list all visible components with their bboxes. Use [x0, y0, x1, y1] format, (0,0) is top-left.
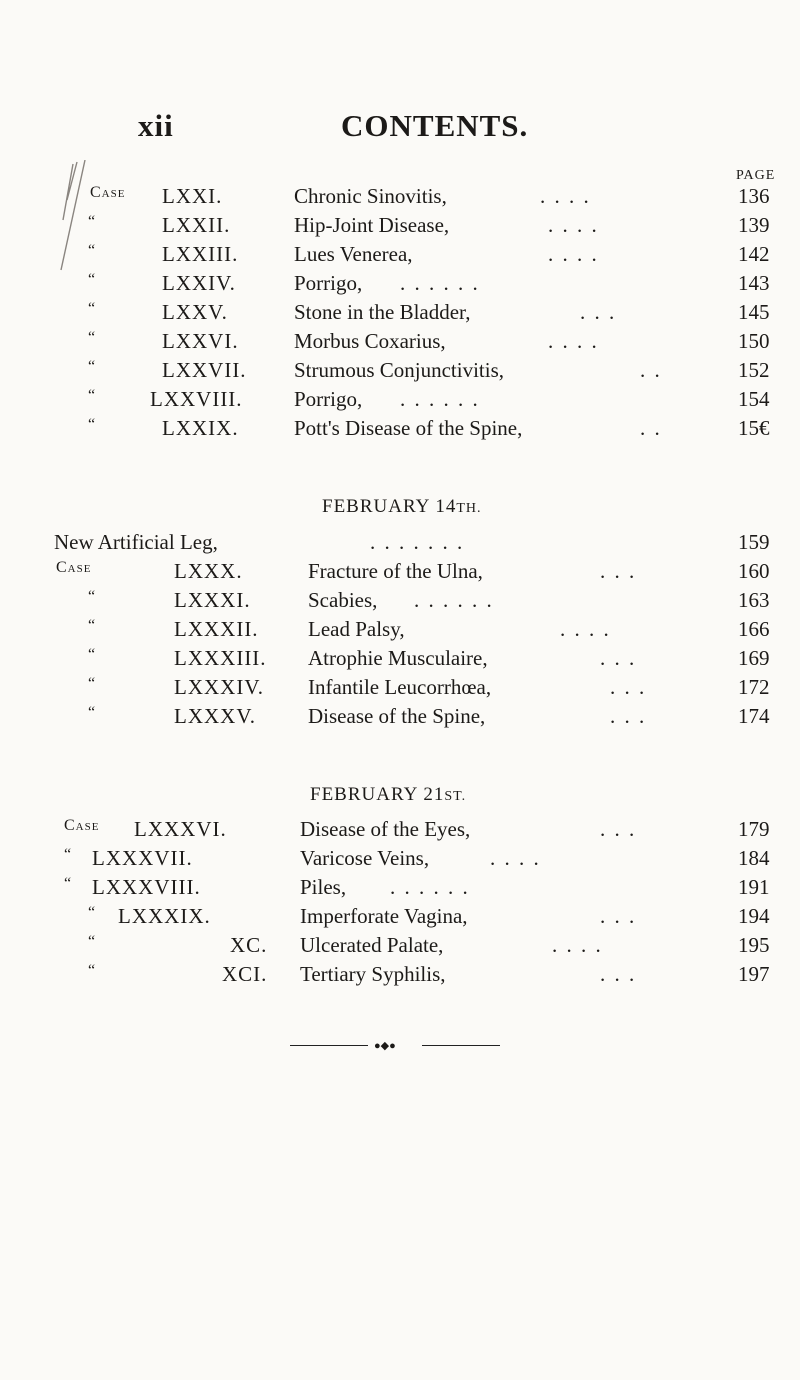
entry-leader: . . . [580, 300, 617, 324]
toc-entry [0, 242, 800, 270]
entry-subject: Tertiary Syphilis, [300, 962, 446, 986]
entry-prefix: “ [88, 704, 96, 721]
entry-leader: . . . . [548, 213, 599, 237]
entry-subject: Porrigo, [294, 387, 363, 411]
entry-case-number: LXXVI. [162, 329, 239, 353]
entry-prefix: “ [64, 875, 72, 892]
entry-leader: . . . . [540, 184, 591, 208]
entry-leader: . . . . . . [400, 387, 480, 411]
entry-prefix: “ [88, 213, 96, 230]
entry-leader: . . . [610, 675, 647, 699]
entry-page: 142 [738, 242, 770, 266]
entry-page: 154 [738, 387, 770, 411]
entry-subject: Hip-Joint Disease, [294, 213, 450, 237]
entry-subject: Chronic Sinovitis, [294, 184, 447, 208]
entry-case-number: LXXI. [162, 184, 223, 208]
entry-page: 145 [738, 300, 770, 324]
entry-subject: Piles, [300, 875, 347, 899]
entry-subject: Imperforate Vagina, [300, 904, 468, 928]
entry-case-number: XCI. [222, 962, 268, 986]
entry-case-number: LXXXVIII. [92, 875, 201, 899]
toc-entry [0, 933, 800, 961]
toc-entry [0, 962, 800, 990]
entry-prefix: “ [88, 387, 96, 404]
entry-leader: . . . [610, 704, 647, 728]
entry-prefix: “ [88, 933, 96, 950]
entry-case-number: XC. [230, 933, 268, 957]
toc-entry [0, 704, 800, 732]
entry-subject: Stone in the Bladder, [294, 300, 471, 324]
entry-leader: . . . [600, 817, 637, 841]
entry-leader: . . . . [560, 617, 611, 641]
entry-case-number: LXXXII. [174, 617, 259, 641]
toc-entry [0, 300, 800, 328]
entry-page: 166 [738, 617, 770, 641]
section-heading-text: FEBRUARY 21 [310, 784, 445, 805]
entry-prefix: “ [88, 271, 96, 288]
entry-page: 15€ [738, 416, 770, 440]
entry-prefix: Case [56, 559, 92, 576]
entry-leader: . . . . . . [414, 588, 494, 612]
entry-leader: . . . [600, 962, 637, 986]
entry-page: 174 [738, 704, 770, 728]
section-heading-text: FEBRUARY 14 [322, 496, 457, 517]
entry-prefix: “ [88, 617, 96, 634]
entry-prefix: “ [88, 329, 96, 346]
entry-prefix: “ [88, 962, 96, 979]
entry-leader: . . . [600, 646, 637, 670]
page-header [0, 108, 800, 148]
dot-rule-ornament-icon: ●◆● [290, 1039, 500, 1051]
entry-case-number: LXXIV. [162, 271, 236, 295]
entry-case-number: LXXII. [162, 213, 231, 237]
entry-case-number: LXXIX. [162, 416, 239, 440]
entry-case-number: LXXXV. [174, 704, 257, 728]
toc-entry [0, 184, 800, 212]
section-heading-feb-21 [310, 784, 466, 806]
entry-subject: Morbus Coxarius, [294, 329, 446, 353]
entry-leader: . . . [600, 559, 637, 583]
toc-entry [0, 875, 800, 903]
entry-prefix: “ [88, 588, 96, 605]
toc-entry [0, 271, 800, 299]
entry-prefix: Case [90, 184, 126, 201]
entry-leader: . . . . [552, 933, 603, 957]
entry-leader: . . . . . . [400, 271, 480, 295]
entry-case-number: LXXXIV. [174, 675, 265, 699]
entry-leader: . . . . . . [390, 875, 470, 899]
entry-prefix: “ [88, 675, 96, 692]
entry-subject: Disease of the Eyes, [300, 817, 471, 841]
toc-entry [0, 817, 800, 845]
entry-subject: Fracture of the Ulna, [308, 559, 483, 583]
entry-prefix: “ [88, 904, 96, 921]
entry-leader: . . . [600, 904, 637, 928]
entry-leader: . . . . . . . [370, 530, 465, 554]
toc-entry [0, 329, 800, 357]
entry-case-number: LXXXI. [174, 588, 251, 612]
page-number: xii [138, 108, 174, 143]
entry-page: 191 [738, 875, 770, 899]
section-heading-feb-14 [322, 496, 482, 518]
entry-prefix: “ [64, 846, 72, 863]
page-title: CONTENTS. [341, 108, 529, 143]
toc-entry [0, 904, 800, 932]
entry-page: 194 [738, 904, 770, 928]
entry-leader: . . [640, 358, 662, 382]
entry-page: 152 [738, 358, 770, 382]
entry-subject: Porrigo, [294, 271, 363, 295]
entry-page: 143 [738, 271, 770, 295]
entry-page: 136 [738, 184, 770, 208]
page-column-label: PAGE [736, 168, 776, 183]
entry-subject: Atrophie Musculaire, [308, 646, 488, 670]
entry-case-number: LXXXVII. [92, 846, 193, 870]
entry-case-number: LXXXIII. [174, 646, 267, 670]
entry-page: 169 [738, 646, 770, 670]
entry-prefix: “ [88, 300, 96, 317]
entry-subject: Scabies, [308, 588, 378, 612]
toc-entry [0, 530, 800, 558]
entry-page: 197 [738, 962, 770, 986]
entry-prefix: “ [88, 242, 96, 259]
toc-entry [0, 416, 800, 444]
entry-page: 184 [738, 846, 770, 870]
entry-page: 163 [738, 588, 770, 612]
entry-prefix: “ [88, 358, 96, 375]
entry-page: 150 [738, 329, 770, 353]
toc-entry [0, 559, 800, 587]
entry-subject: Infantile Leucorrhœa, [308, 675, 492, 699]
entry-prefix: “ [88, 416, 96, 433]
entry-subject: New Artificial Leg, [54, 530, 218, 554]
entry-page: 179 [738, 817, 770, 841]
entry-leader: . . [640, 416, 662, 440]
entry-page: 139 [738, 213, 770, 237]
entry-subject: Pott's Disease of the Spine, [294, 416, 523, 440]
toc-entry [0, 213, 800, 241]
entry-leader: . . . . [490, 846, 541, 870]
entry-case-number: LXXVIII. [150, 387, 243, 411]
toc-entry [0, 588, 800, 616]
toc-entry [0, 846, 800, 874]
entry-page: 172 [738, 675, 770, 699]
entry-case-number: LXXXIX. [118, 904, 211, 928]
toc-entry [0, 358, 800, 386]
toc-entry [0, 387, 800, 415]
entry-subject: Ulcerated Palate, [300, 933, 444, 957]
entry-prefix: “ [88, 646, 96, 663]
entry-leader: . . . . [548, 242, 599, 266]
entry-subject: Varicose Veins, [300, 846, 430, 870]
section-heading-suffix: ST. [444, 789, 467, 804]
entry-case-number: LXXVII. [162, 358, 247, 382]
entry-subject: Lead Palsy, [308, 617, 405, 641]
entry-subject: Disease of the Spine, [308, 704, 486, 728]
entry-subject: Lues Venerea, [294, 242, 413, 266]
entry-page: 160 [738, 559, 770, 583]
entry-case-number: LXXIII. [162, 242, 239, 266]
entry-page: 159 [738, 530, 770, 554]
entry-case-number: LXXX. [174, 559, 243, 583]
section-heading-suffix: TH. [456, 501, 482, 516]
entry-leader: . . . . [548, 329, 599, 353]
entry-subject: Strumous Conjunctivitis, [294, 358, 505, 382]
toc-entry [0, 675, 800, 703]
entry-page: 195 [738, 933, 770, 957]
entry-case-number: LXXXVI. [134, 817, 227, 841]
toc-entry [0, 617, 800, 645]
toc-entry [0, 646, 800, 674]
entry-case-number: LXXV. [162, 300, 228, 324]
entry-prefix: Case [64, 817, 100, 834]
